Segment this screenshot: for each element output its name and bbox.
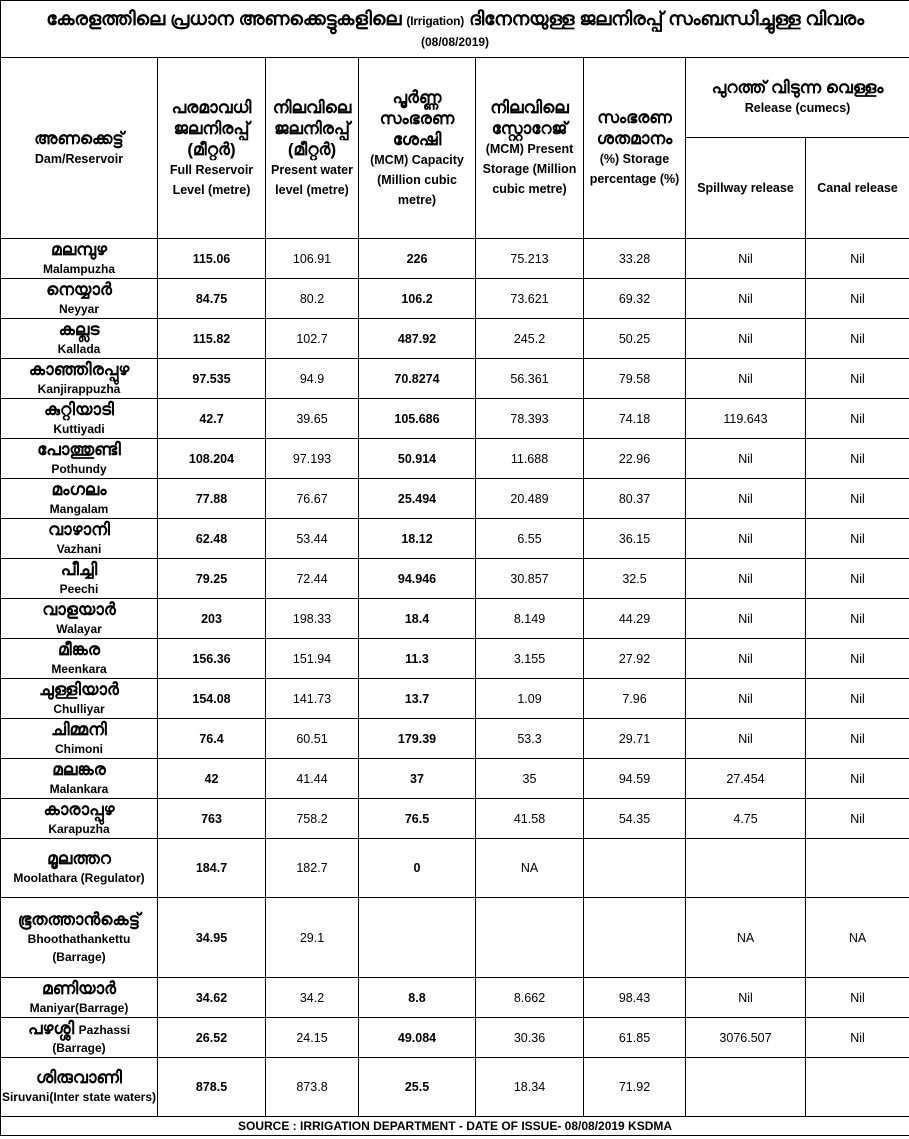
cell-percentage: [584, 898, 686, 978]
cell-storage: NA: [476, 839, 584, 898]
cell-present-level: 60.51: [266, 719, 359, 759]
header-frl-en: Full Reservoir Level (metre): [169, 162, 254, 197]
dam-name-ml: ശിരുവാണി: [36, 1068, 122, 1087]
cell-full-level: 42.7: [158, 399, 266, 439]
cell-full-level: 77.88: [158, 479, 266, 519]
cell-storage: 78.393: [476, 399, 584, 439]
dam-name-ml: കാഞ്ഞിരപ്പുഴ: [28, 359, 130, 379]
dam-name-en: Pothundy: [51, 461, 107, 476]
table-body: [1, 239, 909, 1117]
cell-canal: Nil: [806, 399, 909, 439]
dam-name-cell: [1, 839, 158, 898]
dam-name-cell: [1, 399, 158, 439]
header-dam-ml: അണക്കെട്ട്: [34, 128, 124, 148]
cell-spillway: Nil: [686, 519, 806, 559]
header-percentage-en: (%) Storage percentage (%): [589, 152, 680, 186]
cell-present-level: 72.44: [266, 559, 359, 599]
cell-full-level: 203: [158, 599, 266, 639]
cell-storage: 53.3: [476, 719, 584, 759]
table-row: [1, 439, 909, 479]
cell-full-level: 62.48: [158, 519, 266, 559]
report-title: [1, 1, 909, 58]
cell-storage: 18.34: [476, 1058, 584, 1117]
cell-canal: Nil: [806, 639, 909, 679]
cell-present-level: 182.7: [266, 839, 359, 898]
cell-storage: 3.155: [476, 639, 584, 679]
cell-spillway: Nil: [686, 239, 806, 279]
cell-percentage: 80.37: [584, 479, 686, 519]
cell-present-level: 758.2: [266, 799, 359, 839]
dam-name-en: Kuttiyadi: [53, 421, 105, 436]
dam-name-en: Kanjirappuzha: [37, 381, 121, 396]
cell-spillway: Nil: [686, 679, 806, 719]
dam-name-en: Mangalam: [49, 501, 109, 516]
cell-canal: [806, 1058, 909, 1117]
cell-canal: Nil: [806, 519, 909, 559]
cell-capacity: 11.3: [359, 639, 476, 679]
cell-capacity: 18.12: [359, 519, 476, 559]
dam-name-cell: [1, 559, 158, 599]
cell-capacity: 70.8274: [359, 359, 476, 399]
cell-canal: Nil: [806, 239, 909, 279]
dam-name-ml: മൂലത്തറ: [47, 849, 111, 868]
cell-canal: Nil: [806, 559, 909, 599]
table-row: [1, 319, 909, 359]
cell-spillway: Nil: [686, 719, 806, 759]
dam-name-en: Kallada: [57, 341, 101, 356]
dam-name-cell: [1, 1058, 158, 1117]
cell-canal: Nil: [806, 279, 909, 319]
header-pwl-en: Present water level (metre): [271, 162, 353, 197]
dam-name-en-inline: Pazhassi: [78, 1022, 131, 1037]
cell-storage: 11.688: [476, 439, 584, 479]
cell-full-level: 34.95: [158, 898, 266, 978]
cell-present-level: 97.193: [266, 439, 359, 479]
cell-storage: 75.213: [476, 239, 584, 279]
dam-name-en: Chulliyar: [53, 701, 105, 716]
cell-canal: Nil: [806, 439, 909, 479]
cell-spillway: [686, 1058, 806, 1117]
header-spillway: Spillway release: [686, 138, 806, 239]
source-footer: SOURCE : IRRIGATION DEPARTMENT - DATE OF ISSUE- 08/08/2019 KSDMA: [1, 1117, 909, 1136]
cell-percentage: 33.28: [584, 239, 686, 279]
cell-percentage: 61.85: [584, 1018, 686, 1058]
cell-spillway: Nil: [686, 359, 806, 399]
cell-canal: Nil: [806, 679, 909, 719]
cell-canal: Nil: [806, 359, 909, 399]
dam-name-cell: [1, 719, 158, 759]
header-storage: [476, 58, 584, 239]
cell-storage: 8.149: [476, 599, 584, 639]
header-row-1: [1, 58, 909, 138]
cell-capacity: [359, 898, 476, 978]
table-row: [1, 479, 909, 519]
cell-storage: 56.361: [476, 359, 584, 399]
table-row: [1, 799, 909, 839]
cell-spillway: 3076.507: [686, 1018, 806, 1058]
header-pwl: [266, 58, 359, 239]
table-row: [1, 679, 909, 719]
table-row: [1, 359, 909, 399]
cell-full-level: 42: [158, 759, 266, 799]
cell-present-level: 41.44: [266, 759, 359, 799]
cell-full-level: 84.75: [158, 279, 266, 319]
cell-spillway: Nil: [686, 559, 806, 599]
dam-name-en: Bhoothathankettu (Barrage): [27, 931, 131, 964]
dam-name-cell: [1, 359, 158, 399]
cell-percentage: 74.18: [584, 399, 686, 439]
cell-present-level: 141.73: [266, 679, 359, 719]
cell-capacity: 105.686: [359, 399, 476, 439]
title-row: [1, 1, 909, 58]
header-storage-en: (MCM) Present Storage (Million cubic metre): [482, 142, 577, 196]
header-capacity-en: (MCM) Capacity (Million cubic metre): [370, 152, 464, 207]
footer-row: [1, 1117, 909, 1136]
cell-canal: Nil: [806, 1018, 909, 1058]
cell-spillway: Nil: [686, 439, 806, 479]
table-row: [1, 239, 909, 279]
cell-present-level: 80.2: [266, 279, 359, 319]
dam-name-en: Moolathara (Regulator): [13, 871, 145, 885]
cell-full-level: 763: [158, 799, 266, 839]
dam-name-ml: പോത്തുണ്ടി: [37, 439, 121, 459]
dam-name-ml: പീച്ചി: [60, 559, 98, 579]
dam-name-ml: കല്ലട: [58, 319, 100, 339]
header-dam: [1, 58, 158, 239]
cell-canal: Nil: [806, 799, 909, 839]
dam-name-en: Peechi: [59, 581, 99, 596]
cell-storage: 20.489: [476, 479, 584, 519]
cell-present-level: 53.44: [266, 519, 359, 559]
dam-name-ml: പഴശ്ശി: [27, 1018, 75, 1038]
cell-capacity: 49.084: [359, 1018, 476, 1058]
cell-percentage: 69.32: [584, 279, 686, 319]
cell-spillway: 4.75: [686, 799, 806, 839]
cell-spillway: Nil: [686, 479, 806, 519]
header-release-ml: പുറത്ത് വിടുന്ന വെള്ളം: [711, 78, 884, 97]
cell-full-level: 156.36: [158, 639, 266, 679]
cell-capacity: 13.7: [359, 679, 476, 719]
dam-name-ml: ചിമ്മനി: [51, 719, 107, 739]
cell-present-level: 102.7: [266, 319, 359, 359]
cell-present-level: 76.67: [266, 479, 359, 519]
table-row: [1, 399, 909, 439]
cell-canal: Nil: [806, 479, 909, 519]
cell-percentage: 50.25: [584, 319, 686, 359]
dam-name-ml: മലങ്കര: [52, 759, 106, 779]
dam-name-en: Meenkara: [51, 661, 107, 676]
dam-name-cell: [1, 279, 158, 319]
cell-full-level: 184.7: [158, 839, 266, 898]
cell-full-level: 115.82: [158, 319, 266, 359]
cell-spillway: NA: [686, 898, 806, 978]
cell-capacity: 0: [359, 839, 476, 898]
dam-name-ml: നെയ്യാർ: [46, 279, 112, 299]
dam-name-ml: മംഗലം: [51, 479, 107, 499]
cell-capacity: 25.494: [359, 479, 476, 519]
cell-full-level: 154.08: [158, 679, 266, 719]
cell-percentage: 94.59: [584, 759, 686, 799]
dam-name-ml: മലമ്പുഴ: [51, 239, 107, 259]
cell-present-level: 873.8: [266, 1058, 359, 1117]
dam-name-ml: വാഴാനി: [48, 519, 110, 539]
dam-name-en: Neyyar: [58, 301, 100, 316]
dam-name-cell: [1, 639, 158, 679]
cell-present-level: 34.2: [266, 978, 359, 1018]
cell-storage: 245.2: [476, 319, 584, 359]
dam-name-en: Chimoni: [55, 741, 103, 756]
table-row: [1, 759, 909, 799]
cell-full-level: 97.535: [158, 359, 266, 399]
cell-full-level: 108.204: [158, 439, 266, 479]
cell-capacity: 8.8: [359, 978, 476, 1018]
dam-name-ml: കുറ്റിയാടി: [44, 399, 114, 419]
cell-storage: 30.857: [476, 559, 584, 599]
cell-capacity: 37: [359, 759, 476, 799]
cell-present-level: 94.9: [266, 359, 359, 399]
title-ml-part1: കേരളത്തിലെ പ്രധാന അണക്കെട്ടുകളിലെ: [46, 8, 402, 30]
cell-capacity: 179.39: [359, 719, 476, 759]
cell-storage: 41.58: [476, 799, 584, 839]
cell-present-level: 106.91: [266, 239, 359, 279]
header-percentage-ml: സംഭരണ ശതമാനം: [596, 108, 673, 148]
table-row: [1, 639, 909, 679]
dam-name-cell: [1, 319, 158, 359]
dam-name-cell: [1, 439, 158, 479]
cell-spillway: 27.454: [686, 759, 806, 799]
cell-spillway: 119.643: [686, 399, 806, 439]
cell-canal: [806, 839, 909, 898]
table-row: [1, 599, 909, 639]
cell-percentage: 54.35: [584, 799, 686, 839]
cell-full-level: 76.4: [158, 719, 266, 759]
cell-capacity: 94.946: [359, 559, 476, 599]
cell-percentage: 7.96: [584, 679, 686, 719]
dam-name-ml: മണിയാർ: [41, 978, 117, 998]
cell-storage: 73.621: [476, 279, 584, 319]
dam-name-en: (Barrage): [52, 1040, 106, 1055]
cell-capacity: 487.92: [359, 319, 476, 359]
header-dam-en: Dam/Reservoir: [34, 151, 124, 166]
cell-spillway: Nil: [686, 978, 806, 1018]
table-row: [1, 719, 909, 759]
table-row: [1, 519, 909, 559]
cell-capacity: 18.4: [359, 599, 476, 639]
dam-name-cell: [1, 1018, 158, 1058]
header-canal: Canal release: [806, 138, 909, 239]
cell-percentage: 27.92: [584, 639, 686, 679]
cell-present-level: 151.94: [266, 639, 359, 679]
cell-spillway: Nil: [686, 639, 806, 679]
cell-full-level: 26.52: [158, 1018, 266, 1058]
cell-percentage: 36.15: [584, 519, 686, 559]
cell-percentage: 98.43: [584, 978, 686, 1018]
cell-storage: 8.662: [476, 978, 584, 1018]
cell-storage: [476, 898, 584, 978]
dam-name-cell: [1, 759, 158, 799]
cell-spillway: Nil: [686, 319, 806, 359]
dam-name-cell: [1, 599, 158, 639]
dam-name-cell: [1, 799, 158, 839]
table-row: [1, 1058, 909, 1117]
cell-canal: Nil: [806, 759, 909, 799]
dam-name-cell: [1, 679, 158, 719]
cell-canal: Nil: [806, 319, 909, 359]
cell-present-level: 39.65: [266, 399, 359, 439]
cell-storage: 6.55: [476, 519, 584, 559]
dam-name-ml: കാരാപ്പുഴ: [43, 799, 115, 819]
cell-canal: Nil: [806, 719, 909, 759]
cell-percentage: 32.5: [584, 559, 686, 599]
cell-percentage: 29.71: [584, 719, 686, 759]
title-irrigation: (Irrigation): [406, 13, 465, 28]
header-capacity-ml: പൂർണ്ണ സംഭരണ ശേഷി: [379, 87, 455, 149]
cell-capacity: 50.914: [359, 439, 476, 479]
table-row: [1, 839, 909, 898]
dam-name-ml: ചുള്ളിയാർ: [39, 679, 119, 699]
header-frl-ml: പരമാവധി ജലനിരപ്പ് (മീറ്റർ): [171, 97, 252, 159]
cell-spillway: Nil: [686, 279, 806, 319]
cell-storage: 35: [476, 759, 584, 799]
title-date: (08/08/2019): [421, 34, 490, 49]
dam-name-en: Karapuzha: [48, 821, 110, 836]
table-row: [1, 898, 909, 978]
header-storage-ml: നിലവിലെ സ്റ്റോറേജ്: [490, 98, 569, 138]
cell-spillway: Nil: [686, 599, 806, 639]
dam-name-en: Malampuzha: [42, 261, 115, 276]
dam-name-en: Malankara: [49, 781, 109, 796]
cell-full-level: 878.5: [158, 1058, 266, 1117]
table-row: [1, 1018, 909, 1058]
cell-percentage: 71.92: [584, 1058, 686, 1117]
header-percentage: [584, 58, 686, 239]
dam-name-en: Maniyar(Barrage): [29, 1000, 129, 1015]
cell-capacity: 106.2: [359, 279, 476, 319]
cell-full-level: 34.62: [158, 978, 266, 1018]
dam-name-cell: [1, 978, 158, 1018]
dam-name-ml: ഭൂതത്താൻകെട്ട്: [17, 909, 141, 929]
header-release-en: Release (cumecs): [744, 101, 851, 115]
header-capacity: [359, 58, 476, 239]
table-row: [1, 279, 909, 319]
dam-name-cell: [1, 898, 158, 978]
header-pwl-ml: നിലവിലെ ജലനിരപ്പ് (മീറ്റർ): [272, 97, 352, 159]
cell-present-level: 24.15: [266, 1018, 359, 1058]
table-row: [1, 559, 909, 599]
cell-capacity: 76.5: [359, 799, 476, 839]
cell-percentage: 79.58: [584, 359, 686, 399]
cell-canal: Nil: [806, 599, 909, 639]
cell-storage: 30.36: [476, 1018, 584, 1058]
cell-full-level: 115.06: [158, 239, 266, 279]
cell-percentage: 22.96: [584, 439, 686, 479]
cell-capacity: 25.5: [359, 1058, 476, 1117]
header-release: [686, 58, 909, 138]
title-ml-part2: ദിനേനയുള്ള ജലനിരപ്പ് സംബന്ധിച്ചുള്ള വിവരം: [469, 8, 864, 30]
cell-capacity: 226: [359, 239, 476, 279]
dam-name-cell: [1, 519, 158, 559]
table-row: [1, 978, 909, 1018]
dam-name-ml: വാളയാർ: [42, 599, 116, 619]
cell-canal: Nil: [806, 978, 909, 1018]
dam-name-cell: [1, 479, 158, 519]
dam-name-en: Vazhani: [56, 541, 102, 556]
header-frl: [158, 58, 266, 239]
dam-name-ml: മീങ്കര: [57, 639, 101, 659]
cell-present-level: 29.1: [266, 898, 359, 978]
cell-spillway: [686, 839, 806, 898]
dam-name-en: Walayar: [56, 621, 102, 636]
dam-name-cell: [1, 239, 158, 279]
cell-present-level: 198.33: [266, 599, 359, 639]
cell-storage: 1.09: [476, 679, 584, 719]
cell-percentage: [584, 839, 686, 898]
cell-full-level: 79.25: [158, 559, 266, 599]
cell-canal: NA: [806, 898, 909, 978]
cell-percentage: 44.29: [584, 599, 686, 639]
dam-name-en: Siruvani(Inter state waters): [1, 1090, 157, 1104]
